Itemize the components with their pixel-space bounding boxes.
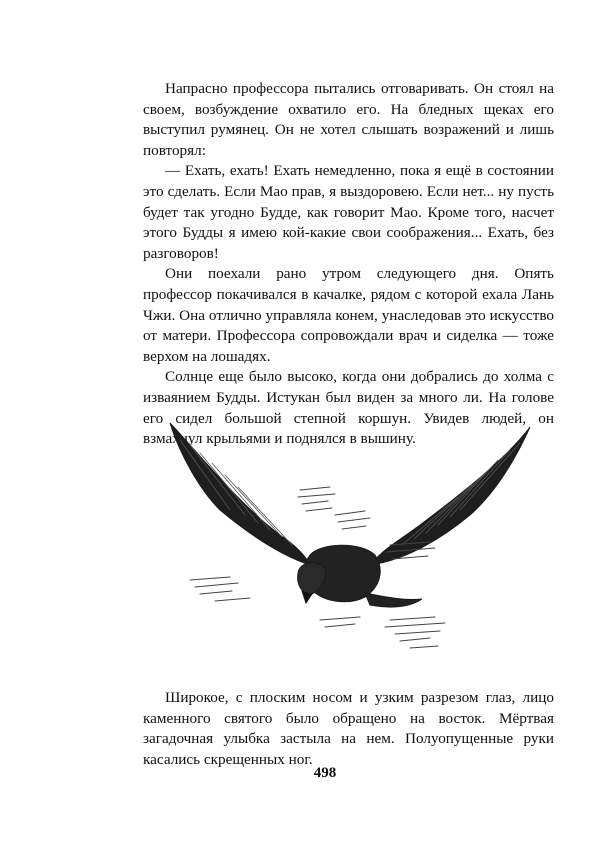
paragraph: Солнце еще было высоко, когда они добрались до холма с изваянием Будды. Истукан был виден за много ли. На голове его сидел большой степной коршун. Увидев людей, он взмахнул крыльями и поднялся в вышину. (143, 368, 554, 448)
bottom-text-block (143, 688, 554, 770)
paragraph: Напрасно профессора пытались отговаривать. Он стоял на своем, возбуждение охватило его. На бледных щеках его выступил румянец. Он не хотел слышать возражений и лишь повторял: (143, 80, 554, 159)
kite-bird-illustration (160, 415, 540, 675)
paragraph: Широкое, с плоским носом и узким разрезом глаз, лицо каменного святого было обращено на восток. Мёртвая загадочная улыбка застыла на нем. Полуопущенные руки касались скрещенных ног. (143, 689, 554, 768)
left-wing (170, 423, 310, 565)
page-number: 498 (313, 765, 337, 781)
paragraph: — Ехать, ехать! Ехать немедленно, пока я ещё в состоянии это сделать. Если Мао прав, я выздоровею. Если нет... ну пусть будет так угодно Будде, как говорит Мао. Кроме того, насчет этого Будды я имею кой-какие свои соображения... Ехать, без разговоров! (143, 162, 554, 262)
top-text-block (143, 79, 554, 450)
paragraph: Они поехали рано утром следующего дня. Опять профессор покачивался в качалке, рядом с которой ехала Лань Чжи. Она отлично управляла конем, унаследовав это искусство от матери. Профессора сопровождали врач и сиделка — тоже верхом на лошадях. (143, 265, 554, 365)
bird-tail (365, 593, 422, 607)
